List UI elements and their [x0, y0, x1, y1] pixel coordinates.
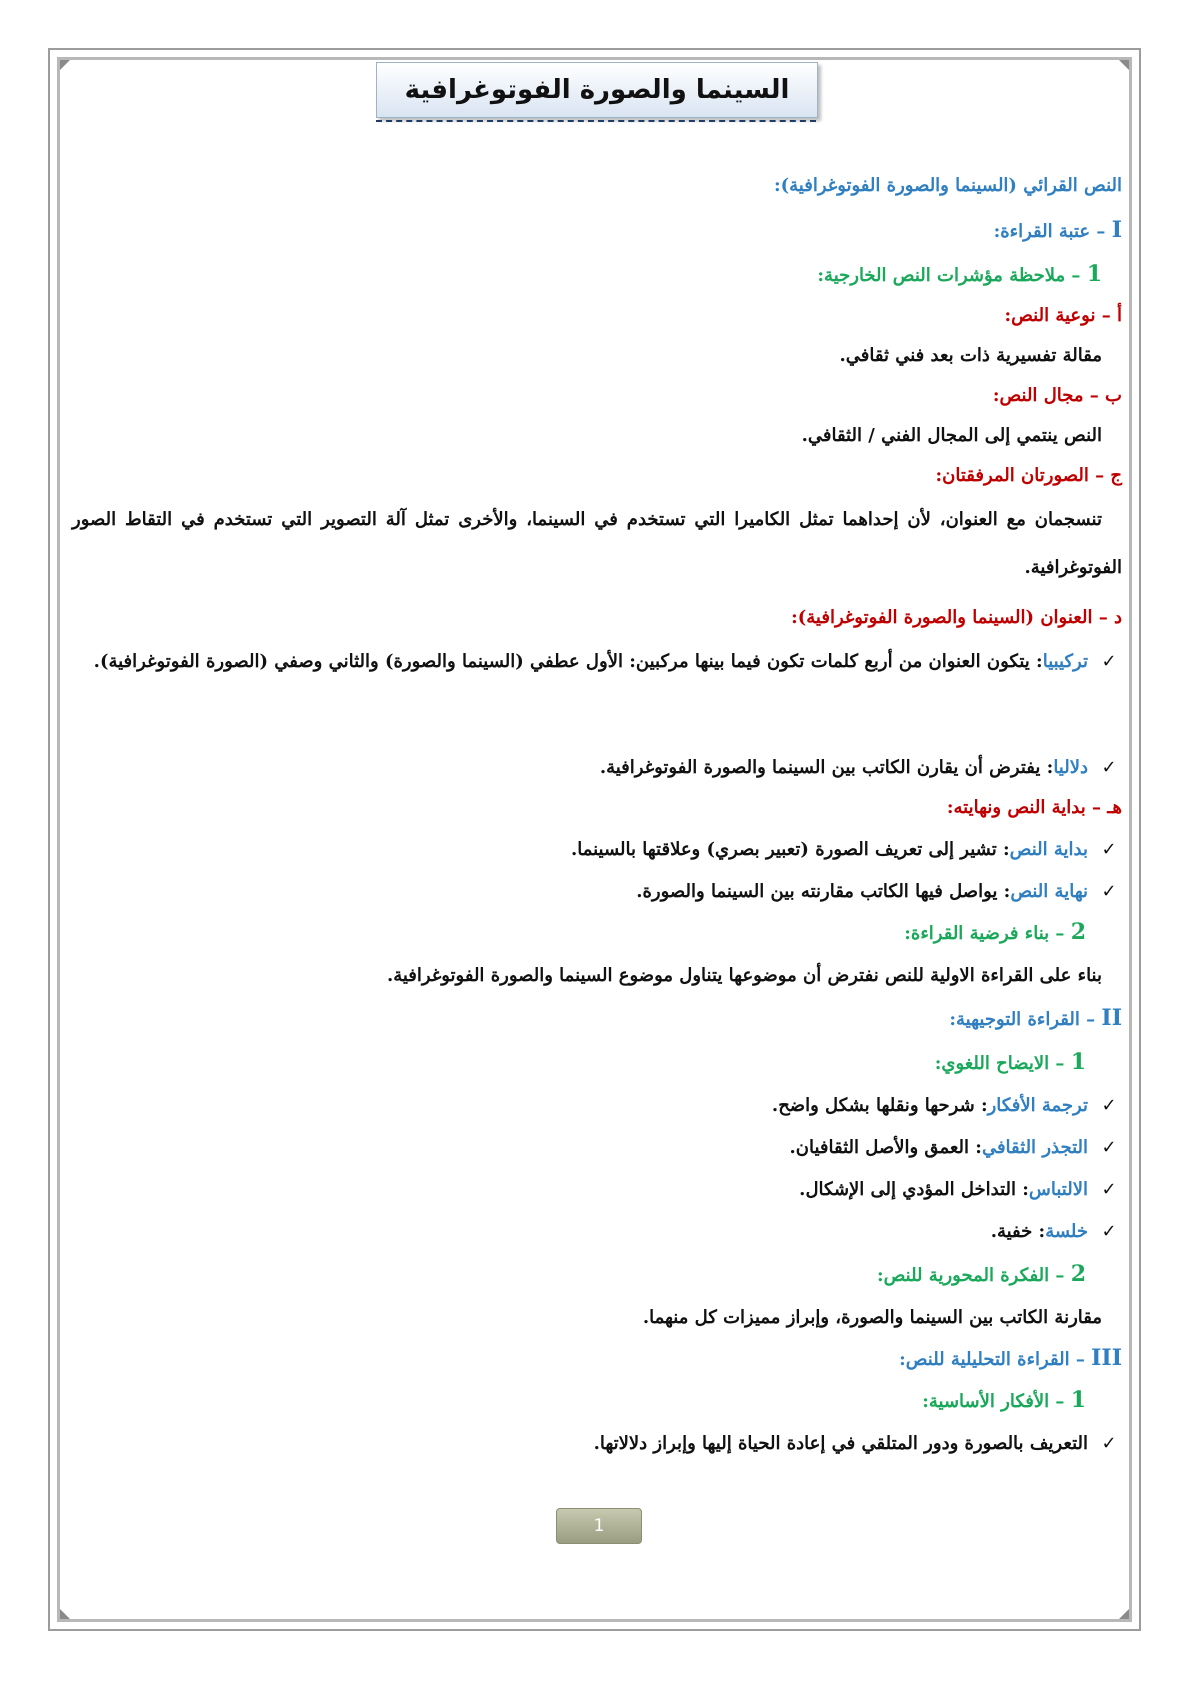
bullet-text: : تشير إلى تعريف الصورة (تعبير بصري) وعلاقتها بالسينما.	[570, 839, 1010, 860]
subsection-number: 1	[1086, 261, 1102, 287]
bullet-text: : التداخل المؤدي إلى الإشكال.	[799, 1179, 1029, 1200]
bullet-text: التعريف بالصورة ودور المتلقي في إعادة الحياة إليها وإبراز دلالاتها.	[593, 1433, 1088, 1454]
section-heading	[949, 1002, 1122, 1034]
document-body	[72, 170, 1122, 1500]
bullet-item	[772, 1090, 1122, 1122]
bullet-key: ترجمة الأفكار	[987, 1095, 1088, 1116]
bullet-text: : يواصل فيها الكاتب مقارنته بين السينما والصورة.	[636, 881, 1011, 902]
subsection-title: – الفكرة المحورية للنص:	[876, 1265, 1065, 1286]
subsection-number: 1	[1070, 1387, 1086, 1413]
bullet-key: خلسة	[1045, 1221, 1088, 1242]
corner-ornament	[60, 1609, 70, 1619]
title-underline	[376, 120, 816, 122]
bullet-item	[594, 1428, 1122, 1460]
bullet-item	[600, 752, 1122, 784]
section-title: – عتبة القراءة:	[993, 221, 1106, 242]
page-number: 1	[556, 1508, 642, 1544]
bullet-text: : يتكون العنوان من أربع كلمات تكون فيما بينها مركبين: الأول عطفي (السينما والصورة) والثاني وصفي (الصورة الفوتوغرافية).	[93, 651, 1043, 672]
bullet-text: : يفترض أن يقارن الكاتب بين السينما والصورة الفوتوغرافية.	[599, 757, 1054, 778]
item-heading: ب – مجال النص:	[992, 385, 1122, 406]
check-icon: ✓	[1101, 757, 1117, 778]
section-number: III	[1091, 1345, 1122, 1371]
item-heading: د – العنوان (السينما والصورة الفوتوغرافية):	[791, 607, 1122, 628]
check-icon: ✓	[1101, 1221, 1117, 1242]
bullet-key: نهاية النص	[1010, 881, 1088, 902]
bullet-item	[790, 1132, 1122, 1164]
bullet-key: دلاليا	[1053, 757, 1088, 778]
section-number: II	[1101, 1005, 1122, 1031]
bullet-text: : شرحها ونقلها بشكل واضح.	[771, 1095, 988, 1116]
text-heading: النص القرائي (السينما والصورة الفوتوغرافية):	[774, 175, 1122, 196]
subsection-title: – الايضاح اللغوي:	[934, 1053, 1065, 1074]
page-title: السينما والصورة الفوتوغرافية	[376, 62, 818, 118]
check-icon: ✓	[1101, 1095, 1117, 1116]
section-number: I	[1111, 217, 1122, 243]
body-text: مقارنة الكاتب بين السينما والصورة، وإبراز مميزات كل منهما.	[642, 1307, 1102, 1328]
bullet-item	[799, 1174, 1122, 1206]
item-heading: أ – نوعية النص:	[1004, 305, 1122, 326]
section-heading	[994, 214, 1122, 246]
bullet-item	[991, 1216, 1122, 1248]
subsection-title: – الأفكار الأساسية:	[922, 1391, 1065, 1412]
bullet-item	[72, 638, 1122, 686]
body-text: مقالة تفسيرية ذات بعد فني ثقافي.	[839, 345, 1102, 366]
subsection-number: 2	[1070, 1261, 1086, 1287]
section-title: – القراءة التحليلية للنص:	[899, 1349, 1085, 1370]
bullet-text: : خفية.	[990, 1221, 1046, 1242]
check-icon: ✓	[1101, 1137, 1117, 1158]
bullet-item	[636, 876, 1122, 908]
bullet-key: التجذر الثقافي	[981, 1137, 1088, 1158]
item-heading: ج – الصورتان المرفقتان:	[935, 465, 1122, 486]
section-heading	[899, 1342, 1122, 1374]
subsection-heading	[817, 258, 1102, 290]
body-text: النص ينتمي إلى المجال الفني / الثقافي.	[801, 425, 1102, 446]
check-icon: ✓	[1101, 1433, 1117, 1454]
subsection-title: – بناء فرضية القراءة:	[904, 923, 1065, 944]
check-icon: ✓	[1101, 881, 1117, 902]
section-title: – القراءة التوجيهية:	[949, 1009, 1096, 1030]
subsection-heading	[904, 916, 1086, 948]
bullet-key: بداية النص	[1009, 839, 1088, 860]
subsection-heading	[935, 1046, 1086, 1078]
subsection-heading	[877, 1258, 1086, 1290]
check-icon: ✓	[1101, 1179, 1117, 1200]
subsection-number: 2	[1070, 919, 1086, 945]
subsection-heading	[922, 1384, 1086, 1416]
corner-ornament	[60, 60, 70, 70]
bullet-key: الالتباس	[1028, 1179, 1088, 1200]
bullet-item	[571, 834, 1122, 866]
bullet-text: : العمق والأصل الثقافيان.	[789, 1137, 982, 1158]
check-icon: ✓	[1101, 839, 1117, 860]
corner-ornament	[1119, 60, 1129, 70]
item-heading: هـ – بداية النص ونهايته:	[946, 797, 1122, 818]
subsection-number: 1	[1070, 1049, 1086, 1075]
corner-ornament	[1119, 1609, 1129, 1619]
body-paragraph: تنسجمان مع العنوان، لأن إحداهما تمثل الكاميرا التي تستخدم في السينما، والأخرى تمثل آلة التصوير التي تستخدم في التقاط الصور الفوتوغرافية.	[72, 509, 1122, 578]
bullet-key: تركيبيا	[1042, 651, 1088, 672]
subsection-title: – ملاحظة مؤشرات النص الخارجية:	[817, 265, 1081, 286]
body-text: بناء على القراءة الاولية للنص نفترض أن موضوعها يتناول موضوع السينما والصورة الفوتوغرافية.	[386, 965, 1102, 986]
check-icon: ✓	[1101, 651, 1117, 672]
